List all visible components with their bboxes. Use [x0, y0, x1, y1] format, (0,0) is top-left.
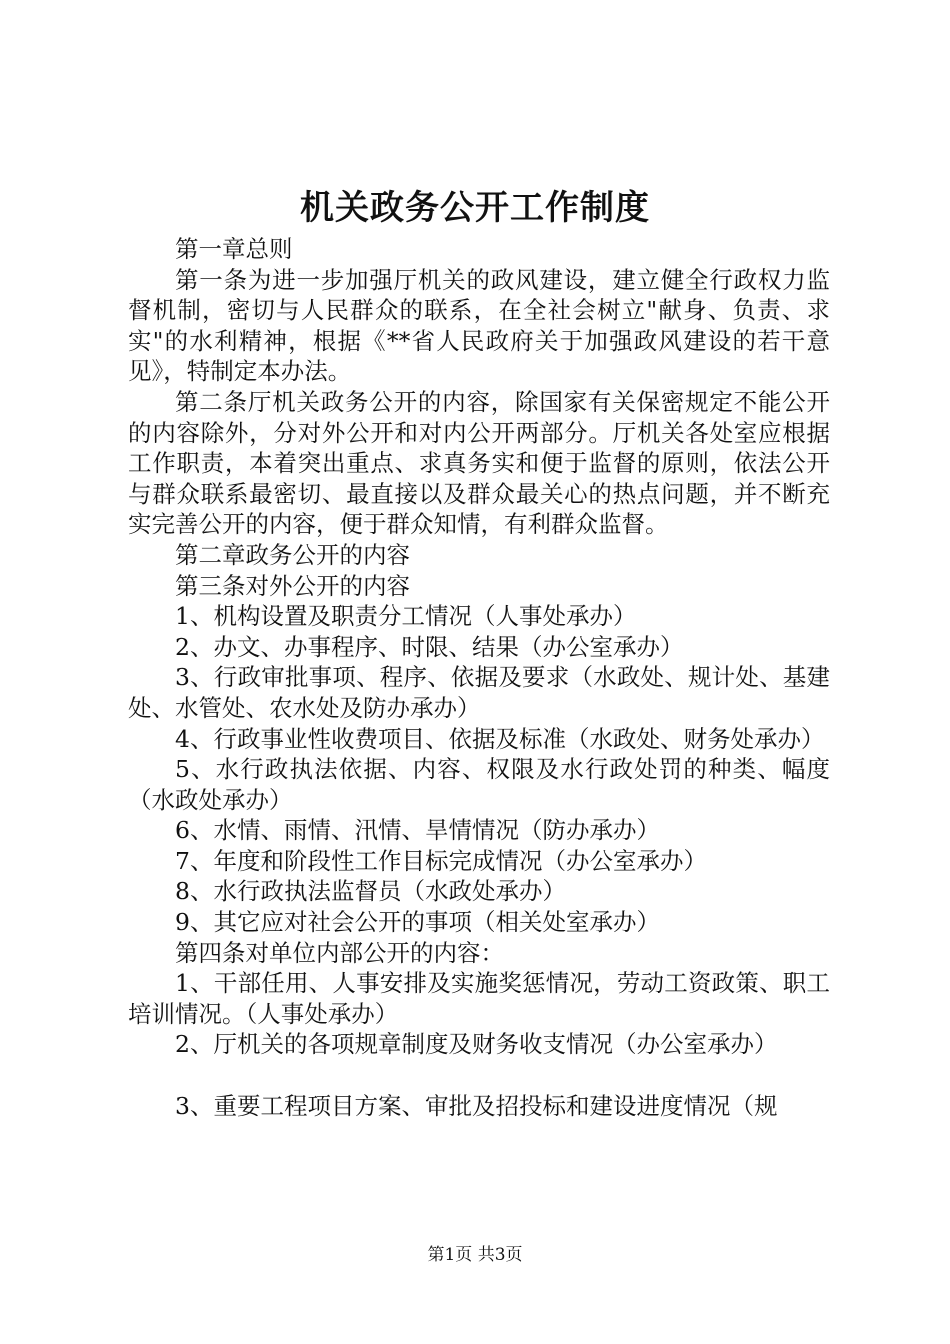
article-heading: 第四条对单位内部公开的内容：	[175, 938, 504, 967]
document-body	[128, 234, 830, 1121]
list-item: 9、其它应对社会公开的事项（相关处室承办）	[175, 908, 660, 937]
list-item: 6、水情、雨情、汛情、旱情情况（防办承办）	[175, 816, 660, 845]
document-title: 机关政务公开工作制度	[300, 188, 650, 228]
article-paragraph: 第二条厅机关政务公开的内容，除国家有关保密规定不能公开的内容除外，分对外公开和对内公开两部分。厅机关各处室应根据工作职责，本着突出重点、求真务实和便于监督的原则，依法公开与群众联系最密切、最直接以及群众最关心的热点问题，并不断充实完善公开的内容，便于群众知情，有利群众监督。	[128, 387, 830, 539]
list-item: 1、机构设置及职责分工情况（人事处承办）	[175, 602, 637, 631]
chapter-heading: 第一章总则	[175, 235, 293, 263]
page-footer: 第1页 共3页	[427, 1245, 523, 1265]
chapter-heading: 第二章政务公开的内容	[175, 540, 410, 569]
article-heading: 第三条对外公开的内容	[175, 571, 410, 600]
list-item: 1、干部任用、人事安排及实施奖惩情况，劳动工资政策、职工培训情况。（人事处承办）	[128, 969, 830, 1028]
list-item: 2、厅机关的各项规章制度及财务收支情况（办公室承办）	[175, 1030, 778, 1059]
article-paragraph: 第一条为进一步加强厅机关的政风建设，建立健全行政权力监督机制，密切与人民群众的联系，在全社会树立"献身、负责、求实"的水利精神，根据《**省人民政府关于加强政风建设的若干意见》，特制定本办法。	[128, 265, 830, 386]
list-item: 5、水行政执法依据、内容、权限及水行政处罚的种类、幅度（水政处承办）	[128, 755, 830, 814]
list-item: 7、年度和阶段性工作目标完成情况（办公室承办）	[175, 846, 707, 875]
list-item: 3、重要工程项目方案、审批及招投标和建设进度情况（规	[175, 1091, 778, 1120]
list-item: 8、水行政执法监督员（水政处承办）	[175, 877, 566, 906]
list-item: 2、办文、办事程序、时限、结果（办公室承办）	[175, 632, 684, 661]
list-item: 4、行政事业性收费项目、依据及标准（水政处、财务处承办）	[175, 724, 825, 753]
list-item: 3、行政审批事项、程序、依据及要求（水政处、规计处、基建处、水管处、农水处及防办承办）	[128, 663, 830, 722]
